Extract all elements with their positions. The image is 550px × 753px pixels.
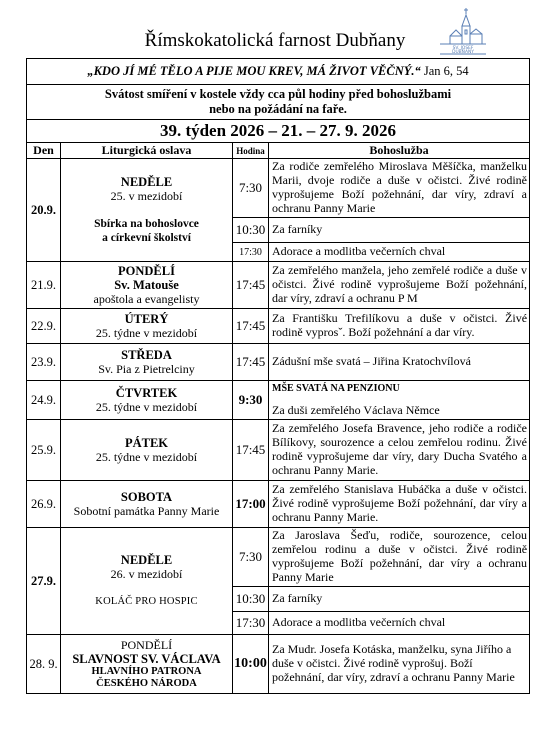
day-date: 28. 9.	[27, 635, 61, 694]
notice-line-1: Svátost smíření v kostele vždy cca půl hodiny před bohoslužbami	[104, 87, 452, 101]
table-row	[27, 159, 530, 218]
day-sub: Sv. Matouše	[114, 278, 179, 292]
feast-sub-1: HLAVNÍHO PATRONA	[91, 666, 202, 677]
quote-text: „KDO JÍ MÉ TĚLO A PIJE MOU KREV, MÁ ŽIVOT VĚČNÝ.“	[87, 64, 421, 78]
mass-time: 17:30	[233, 612, 269, 635]
day-name: ÚTERÝ	[124, 312, 169, 326]
mass-intention: Za Františku Trefilíkovu a duše v očistci. Živé rodině vyprosˇ. Boží požehnání a dar víry.	[269, 309, 530, 344]
week-heading: 39. týden 2026 – 21. – 27. 9. 2026	[27, 120, 530, 143]
mass-time: 17:45	[233, 420, 269, 481]
intention-heading: MŠE SVATÁ NA PENZIONU	[272, 383, 400, 394]
mass-intention: Za zemřelého manžela, jeho zemřelé rodiče a duše v očistci. Živé rodině vyprošujeme Boží požehnání, dar víry, zdraví a ochranu P M	[269, 262, 530, 309]
collection-note-1: Sbírka na bohoslovce	[94, 218, 199, 230]
mass-intention: Za farníky	[269, 587, 530, 612]
day-name: PONDĚLÍ	[120, 638, 173, 652]
mass-intention: Adorace a modlitba večerních chval	[269, 612, 530, 635]
mass-time: 10:30	[233, 218, 269, 243]
mass-intention: Zádušní mše svatá – Jiřina Kratochvílová	[269, 344, 530, 381]
hospice-note: KOLÁČ PRO HOSPIC	[95, 596, 198, 607]
liturgy-cell	[61, 381, 233, 420]
day-date: 27.9.	[27, 528, 61, 635]
col-day: Den	[27, 143, 61, 159]
mass-time: 17:45	[233, 344, 269, 381]
mass-time: 17:45	[233, 309, 269, 344]
schedule-table	[26, 58, 530, 694]
mass-intention: Adorace a modlitba večerních chval	[269, 243, 530, 262]
liturgy-cell	[61, 309, 233, 344]
feast-title: SLAVNOST SV. VÁCLAVA	[72, 652, 221, 666]
mass-time: 10:30	[233, 587, 269, 612]
intention-text: Za duši zemřelého Václava Němce	[272, 402, 440, 417]
mass-intention: Za zemřelého Josefa Bravence, jeho rodiče a rodiče Bílíkovy, sourozence a celou zemřelou rodinu. Živé rodině vyprošujeme dar víry, dary Ducha Svatého a ochranu Panny Marie.	[269, 420, 530, 481]
col-liturgy: Liturgická oslava	[61, 143, 233, 159]
table-row	[27, 262, 530, 309]
liturgy-cell	[61, 262, 233, 309]
mass-time: 17:45	[233, 262, 269, 309]
confession-notice	[27, 85, 530, 120]
svg-text:DUBŇANY: DUBŇANY	[452, 50, 474, 55]
table-row	[27, 420, 530, 481]
day-sub-2: apoštola a evangelisty	[93, 292, 200, 306]
day-date: 22.9.	[27, 309, 61, 344]
mass-intention	[269, 381, 530, 420]
liturgy-cell	[61, 481, 233, 528]
mass-intention: Za Mudr. Josefa Kotáska, manželku, syna Jiřího a duše v očistci. Živé rodině vyprošuj. Boží požehnání, dar víry, zdraví a ochranu Panny Marie	[269, 635, 530, 694]
day-sub: Sv. Pia z Pietrelciny	[98, 362, 195, 376]
liturgy-cell	[61, 420, 233, 481]
col-service: Bohoslužba	[269, 143, 530, 159]
day-sub: 25. v mezidobí	[110, 189, 183, 203]
day-date: 21.9.	[27, 262, 61, 309]
day-date: 20.9.	[27, 159, 61, 262]
page-title: Římskokatolická farnost Dubňany	[144, 30, 406, 51]
table-row	[27, 381, 530, 420]
mass-intention: Za Jaroslava Šeďu, rodiče, sourozence, celou zemřelou rodinu a duše v očistci. Živé rodině vyprošujeme Boží požehnání, dar víry a ochranu Panny Marie	[269, 528, 530, 587]
day-name: NEDĚLE	[120, 175, 173, 189]
column-header-row	[27, 143, 530, 159]
table-row	[27, 344, 530, 381]
day-sub: 25. týdne v mezidobí	[95, 400, 198, 414]
svg-text:SV. JOSEF: SV. JOSEF	[452, 46, 474, 51]
liturgy-cell	[61, 635, 233, 694]
mass-intention: Za zemřelého Stanislava Hubáčka a duše v očistci. Živé rodině vyprošujeme Boží požehnání, dar víry a ochranu Panny Marie.	[269, 481, 530, 528]
table-row	[27, 528, 530, 587]
mass-time: 17:00	[233, 481, 269, 528]
day-date: 23.9.	[27, 344, 61, 381]
liturgy-cell	[61, 344, 233, 381]
day-name: PÁTEK	[124, 436, 169, 450]
day-name: PONDĚLÍ	[118, 264, 175, 278]
day-name: NEDĚLE	[120, 553, 173, 567]
day-sub: 25. týdne v mezidobí	[95, 450, 198, 464]
collection-note-2: a církevní školství	[102, 232, 191, 244]
day-sub: 25. týdne v mezidobí	[95, 326, 198, 340]
table-row	[27, 481, 530, 528]
day-sub: 26. v mezidobí	[110, 567, 183, 581]
church-logo	[436, 6, 488, 58]
mass-intention: Za rodiče zemřelého Miroslava Měšíčka, manželku Marii, dvoje rodiče a duše v očistci. Živé rodině vyprošujeme Boží požehnání, dar víry, zdraví a ochranu Panny Marie	[269, 159, 530, 218]
day-date: 24.9.	[27, 381, 61, 420]
mass-intention: Za farníky	[269, 218, 530, 243]
liturgy-cell	[61, 159, 233, 262]
mass-time: 10:00	[233, 635, 269, 694]
day-name: ČTVRTEK	[115, 386, 178, 400]
day-date: 26.9.	[27, 481, 61, 528]
mass-time: 7:30	[233, 159, 269, 218]
liturgy-cell	[61, 528, 233, 635]
day-date: 25.9.	[27, 420, 61, 481]
mass-time: 7:30	[233, 528, 269, 587]
table-row	[27, 635, 530, 694]
church-icon	[436, 6, 488, 58]
quote-ref: Jan 6, 54	[420, 64, 469, 78]
day-sub: Sobotní památka Panny Marie	[73, 504, 220, 518]
col-hour: Hodina	[233, 143, 269, 159]
mass-time: 17:30	[233, 243, 269, 262]
mass-time: 9:30	[233, 381, 269, 420]
day-name: SOBOTA	[120, 490, 173, 504]
feast-sub-2: ČESKÉHO NÁRODA	[96, 678, 197, 689]
day-name: STŘEDA	[121, 348, 172, 362]
notice-line-2: nebo na požádání na faře.	[209, 102, 347, 116]
table-row	[27, 309, 530, 344]
bible-quote	[27, 59, 530, 85]
